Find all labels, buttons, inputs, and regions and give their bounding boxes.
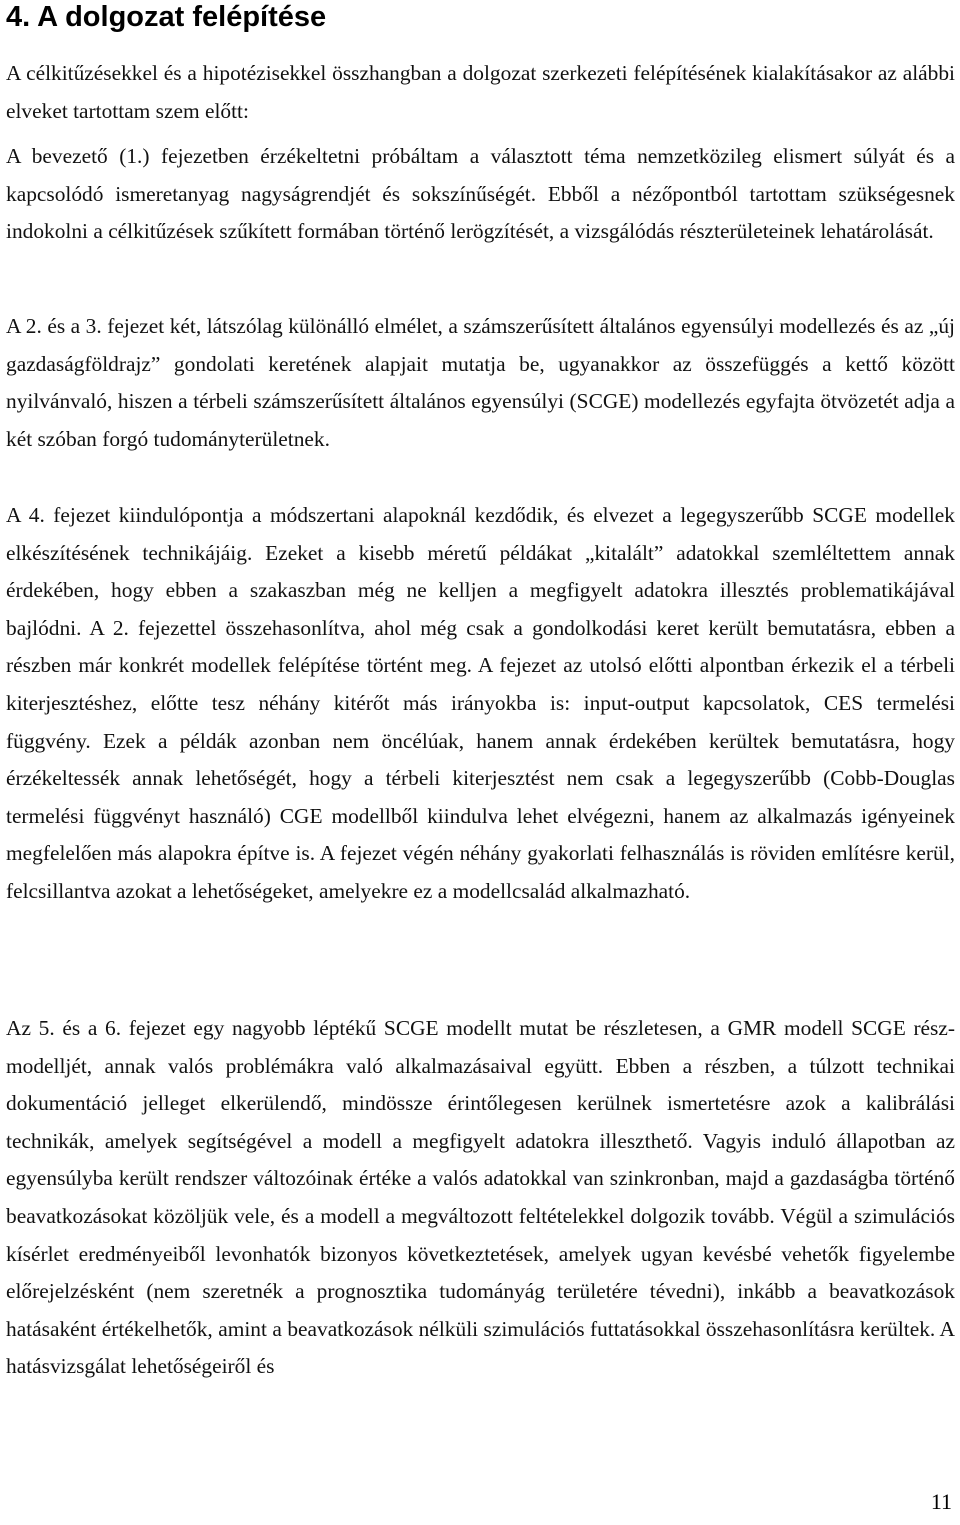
- section-heading: 4. A dolgozat felépítése: [6, 1, 327, 33]
- paragraph-chapters-2-3: A 2. és a 3. fejezet két, látszólag különálló elmélet, a számszerűsített általános egyensúlyi modellezés és az „új gazdaságföldrajz” gondolati keretének alapjait mutatja be, ugyanakkor az összefüggés a kettő között nyilvánvaló, hiszen a térbeli számszerűsített általános egyensúlyi (SCGE) modellezés egyfajta ötvözetét adja a két szóban forgó tudományterületnek.: [6, 314, 955, 451]
- paragraph-intro: A célkitűzésekkel és a hipotézisekkel összhangban a dolgozat szerkezeti felépítésének kialakításakor az alábbi elveket tartottam szem előtt:: [6, 61, 955, 123]
- paragraph-chapter-1: A bevezető (1.) fejezetben érzékeltetni próbáltam a választott téma nemzetközileg elismert súlyát és a kapcsolódó ismeretanyag nagyságrendjét és sokszínűségét. Ebből a nézőpontból tartottam szükségesnek indokolni a célkitűzések szűkített formában történő lerögzítését, a vizsgálódás részterületeinek lehatárolását.: [6, 144, 955, 244]
- paragraph-chapters-5-6: Az 5. és a 6. fejezet egy nagyobb léptékű SCGE modellt mutat be részletesen, a GMR modell SCGE rész-modelljét, annak valós problémákra való alkalmazásaival együtt. Ebben a részben, a túlzott technikai dokumentáció jelleget elkerülendő, mindössze érintőlegesen kerülnek ismertetésre azok a kalibrálási technikák, amelyek segítségével a modell a megfigyelt adatokra illeszthető. Vagyis induló állapotban az egyensúlyba került rendszer változóinak értéke a valós adatokkal van szinkronban, majd a gazdaságba történő beavatkozásokat közöljük vele, és a modell a megváltozott feltételekkel dolgozik tovább. Végül a szimulációs kísérlet eredményeiből levonhatók bizonyos következtetések, amelyek ugyan kevésbé vehetők figyelembe előrejelzésként (nem szeretnék a prognosztika tudományág területére tévedni), inkább a beavatkozások hatásaként értékelhetők, amint a beavatkozások nélküli szimulációs futtatásokkal összehasonlításra kerültek. A hatásvizsgálat lehetőségeiről és: [6, 1016, 955, 1379]
- page-number: 11: [930, 1489, 952, 1514]
- paragraph-chapter-4: A 4. fejezet kiindulópontja a módszertani alapoknál kezdődik, és elvezet a legegyszerűbb SCGE modellek elkészítésének technikájáig. Ezeket a kisebb méretű példákat „kitalált” adatokkal szemléltettem annak érdekében, hogy ebben a szakaszban még ne kelljen a megfigyelt adatokra illesztés problematikájával bajlódni. A 2. fejezettel összehasonlítva, ahol még csak a gondolkodási keret került bemutatásra, ebben a részben már konkrét modellek felépítése történt meg. A fejezet az utolsó előtti alpontban érkezik el a térbeli kiterjesztéshez, előtte tesz néhány kitérőt más irányokba is: input-output kapcsolatok, CES termelési függvény. Ezek a példák azonban nem öncélúak, hanem annak érdekében kerültek bemutatásra, hogy érzékeltessék annak lehetőségét, hogy a térbeli kiterjesztést nem csak a legegyszerűbb (Cobb-Douglas termelési függvényt használó) CGE modellből kiindulva lehet elvégezni, hanem az alkalmazás igényeinek megfelelően más alapokra építve is. A fejezet végén néhány gyakorlati felhasználás is röviden említésre kerül, felcsillantva azokat a lehetőségeket, amelyekre ez a modellcsalád alkalmazható.: [6, 503, 955, 903]
